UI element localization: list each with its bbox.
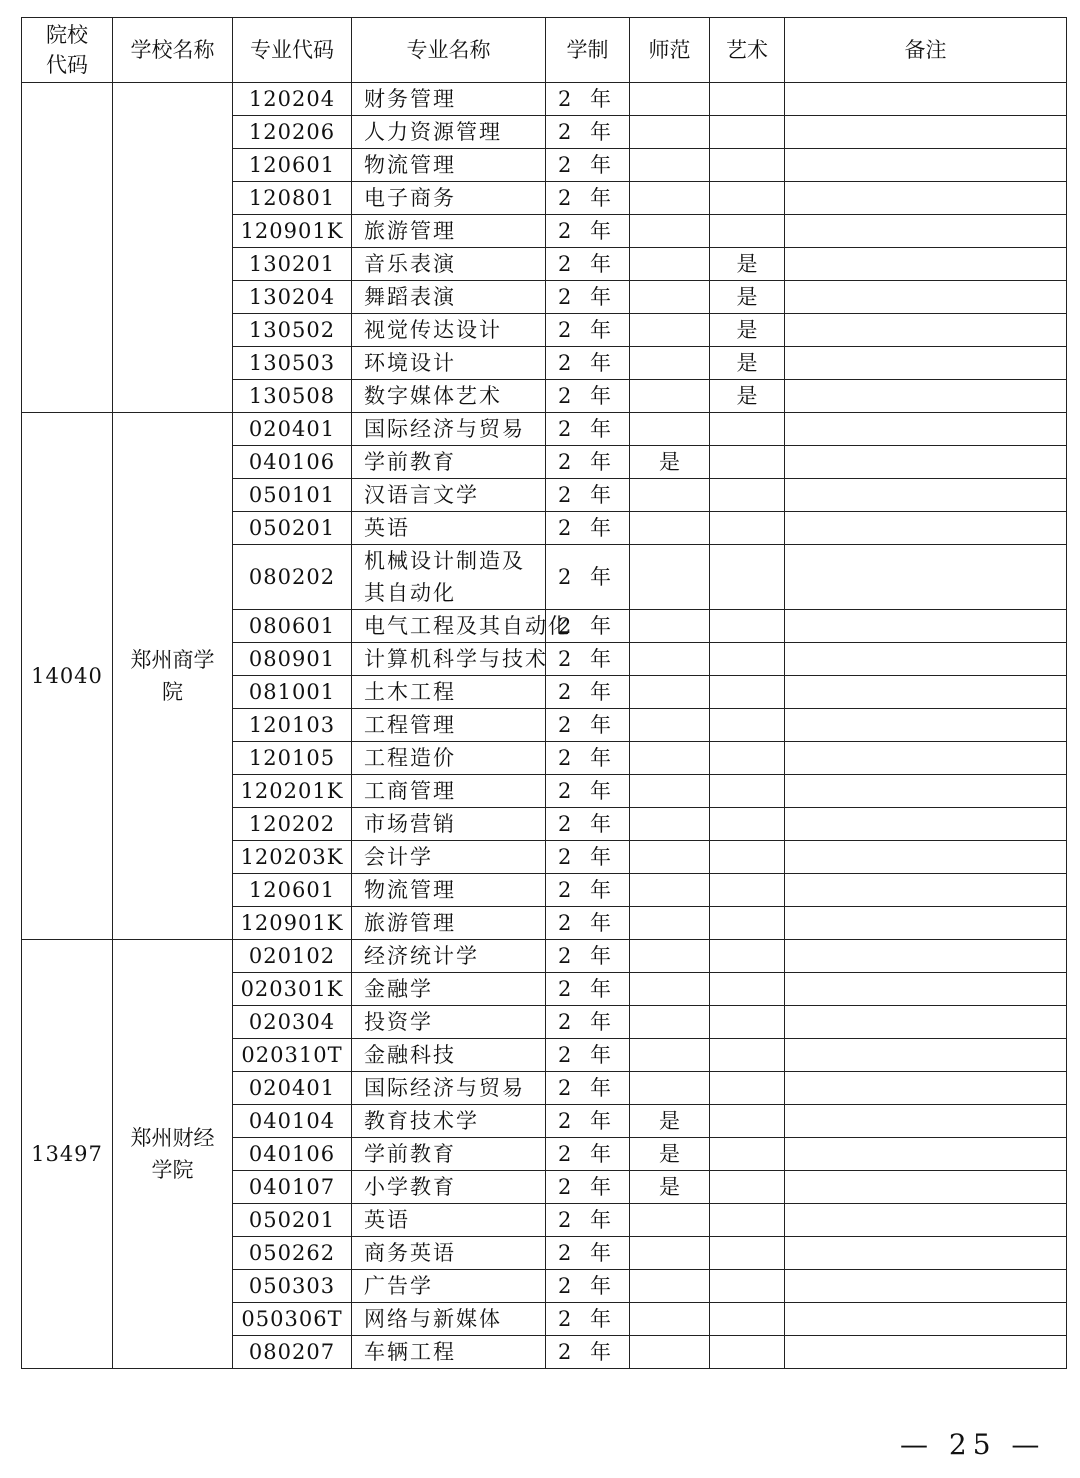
duration-cell: 2 年: [546, 676, 630, 709]
normal-flag-cell: [630, 709, 710, 742]
normal-flag-cell: 是: [630, 1138, 710, 1171]
art-flag-cell: [710, 1204, 785, 1237]
remark-cell: [785, 1138, 1067, 1171]
major-name-cell: 教育技术学: [352, 1105, 546, 1138]
major-code-cell: 020304: [233, 1006, 352, 1039]
remark-cell: [785, 83, 1067, 116]
major-name-cell: 人力资源管理: [352, 116, 546, 149]
duration-cell: 2 年: [546, 479, 630, 512]
major-code-cell: 120801: [233, 182, 352, 215]
remark-cell: [785, 1105, 1067, 1138]
art-flag-cell: [710, 874, 785, 907]
duration-cell: 2 年: [546, 215, 630, 248]
major-code-cell: 120601: [233, 874, 352, 907]
normal-flag-cell: [630, 116, 710, 149]
remark-cell: [785, 742, 1067, 775]
remark-cell: [785, 808, 1067, 841]
normal-flag-cell: [630, 610, 710, 643]
major-code-cell: 120204: [233, 83, 352, 116]
school-code-cell: [22, 83, 113, 413]
remark-cell: [785, 1336, 1067, 1369]
art-flag-cell: [710, 709, 785, 742]
header-duration: 学制: [546, 18, 630, 83]
duration-cell: 2 年: [546, 1138, 630, 1171]
art-flag-cell: 是: [710, 347, 785, 380]
normal-flag-cell: [630, 512, 710, 545]
duration-cell: 2 年: [546, 1270, 630, 1303]
normal-flag-cell: [630, 149, 710, 182]
major-code-cell: 130508: [233, 380, 352, 413]
remark-cell: [785, 281, 1067, 314]
art-flag-cell: [710, 973, 785, 1006]
duration-cell: 2 年: [546, 808, 630, 841]
remark-cell: [785, 940, 1067, 973]
duration-cell: 2 年: [546, 742, 630, 775]
header-school-name: 学校名称: [113, 18, 233, 83]
normal-flag-cell: [630, 775, 710, 808]
duration-cell: 2 年: [546, 1006, 630, 1039]
major-code-cell: 020401: [233, 413, 352, 446]
normal-flag-cell: [630, 545, 710, 610]
major-name-cell: 学前教育: [352, 446, 546, 479]
major-code-cell: 040104: [233, 1105, 352, 1138]
duration-cell: 2 年: [546, 1039, 630, 1072]
major-code-cell: 050201: [233, 512, 352, 545]
art-flag-cell: [710, 116, 785, 149]
art-flag-cell: [710, 1171, 785, 1204]
major-name-cell: 英语: [352, 512, 546, 545]
normal-flag-cell: [630, 808, 710, 841]
remark-cell: [785, 1072, 1067, 1105]
major-code-cell: 020301K: [233, 973, 352, 1006]
major-name-cell: 金融科技: [352, 1039, 546, 1072]
art-flag-cell: [710, 479, 785, 512]
duration-cell: 2 年: [546, 874, 630, 907]
duration-cell: 2 年: [546, 281, 630, 314]
major-name-cell: 物流管理: [352, 149, 546, 182]
normal-flag-cell: [630, 347, 710, 380]
art-flag-cell: 是: [710, 314, 785, 347]
art-flag-cell: [710, 808, 785, 841]
art-flag-cell: [710, 1072, 785, 1105]
header-major-name: 专业名称: [352, 18, 546, 83]
remark-cell: [785, 413, 1067, 446]
normal-flag-cell: [630, 973, 710, 1006]
major-code-cell: 130201: [233, 248, 352, 281]
major-code-cell: 050303: [233, 1270, 352, 1303]
table-row: [22, 940, 1067, 973]
duration-cell: 2 年: [546, 1105, 630, 1138]
remark-cell: [785, 709, 1067, 742]
major-code-cell: 080601: [233, 610, 352, 643]
duration-cell: 2 年: [546, 512, 630, 545]
major-code-cell: 080202: [233, 545, 352, 610]
remark-cell: [785, 215, 1067, 248]
remark-cell: [785, 512, 1067, 545]
school-code-cell: 14040: [22, 413, 113, 940]
major-code-cell: 040106: [233, 446, 352, 479]
art-flag-cell: [710, 446, 785, 479]
remark-cell: [785, 1171, 1067, 1204]
normal-flag-cell: [630, 1039, 710, 1072]
art-flag-cell: [710, 1303, 785, 1336]
major-code-cell: 130503: [233, 347, 352, 380]
remark-cell: [785, 380, 1067, 413]
remark-cell: [785, 182, 1067, 215]
remark-cell: [785, 479, 1067, 512]
header-remark: 备注: [785, 18, 1067, 83]
table-body: [22, 83, 1067, 1369]
normal-flag-cell: [630, 940, 710, 973]
major-name-cell: 广告学: [352, 1270, 546, 1303]
major-code-cell: 120901K: [233, 907, 352, 940]
normal-flag-cell: [630, 1237, 710, 1270]
art-flag-cell: [710, 676, 785, 709]
normal-flag-cell: [630, 182, 710, 215]
remark-cell: [785, 1039, 1067, 1072]
remark-cell: [785, 545, 1067, 610]
remark-cell: [785, 841, 1067, 874]
art-flag-cell: [710, 907, 785, 940]
major-code-cell: 040107: [233, 1171, 352, 1204]
remark-cell: [785, 1270, 1067, 1303]
duration-cell: 2 年: [546, 841, 630, 874]
normal-flag-cell: [630, 874, 710, 907]
major-code-cell: 120206: [233, 116, 352, 149]
major-name-cell: 小学教育: [352, 1171, 546, 1204]
major-code-cell: 120202: [233, 808, 352, 841]
art-flag-cell: [710, 1039, 785, 1072]
majors-table: [21, 17, 1067, 1369]
header-major-code: 专业代码: [233, 18, 352, 83]
major-name-cell: 旅游管理: [352, 215, 546, 248]
major-code-cell: 020401: [233, 1072, 352, 1105]
art-flag-cell: [710, 182, 785, 215]
art-flag-cell: [710, 149, 785, 182]
header-row: [22, 18, 1067, 83]
major-code-cell: 120103: [233, 709, 352, 742]
remark-cell: [785, 643, 1067, 676]
school-name-cell: 郑州商学院: [113, 413, 233, 940]
major-code-cell: 050201: [233, 1204, 352, 1237]
art-flag-cell: [710, 1336, 785, 1369]
major-name-cell: 音乐表演: [352, 248, 546, 281]
normal-flag-cell: 是: [630, 1105, 710, 1138]
major-name-cell: 汉语言文学: [352, 479, 546, 512]
duration-cell: 2 年: [546, 413, 630, 446]
art-flag-cell: [710, 940, 785, 973]
major-code-cell: 020310T: [233, 1039, 352, 1072]
remark-cell: [785, 874, 1067, 907]
duration-cell: 2 年: [546, 1303, 630, 1336]
major-name-cell: 网络与新媒体: [352, 1303, 546, 1336]
art-flag-cell: [710, 1006, 785, 1039]
major-name-cell: 电气工程及其自动化: [352, 610, 546, 643]
normal-flag-cell: [630, 742, 710, 775]
major-code-cell: 130502: [233, 314, 352, 347]
major-name-cell: 车辆工程: [352, 1336, 546, 1369]
school-code-cell: 13497: [22, 940, 113, 1369]
major-name-cell: 舞蹈表演: [352, 281, 546, 314]
major-code-cell: 020102: [233, 940, 352, 973]
duration-cell: 2 年: [546, 380, 630, 413]
major-name-cell: 经济统计学: [352, 940, 546, 973]
duration-cell: 2 年: [546, 643, 630, 676]
duration-cell: 2 年: [546, 446, 630, 479]
normal-flag-cell: [630, 1006, 710, 1039]
remark-cell: [785, 446, 1067, 479]
remark-cell: [785, 347, 1067, 380]
major-name-cell: 工程造价: [352, 742, 546, 775]
normal-flag-cell: [630, 479, 710, 512]
duration-cell: 2 年: [546, 314, 630, 347]
major-name-cell: 金融学: [352, 973, 546, 1006]
art-flag-cell: [710, 610, 785, 643]
duration-cell: 2 年: [546, 1171, 630, 1204]
major-code-cell: 050101: [233, 479, 352, 512]
duration-cell: 2 年: [546, 610, 630, 643]
duration-cell: 2 年: [546, 1072, 630, 1105]
duration-cell: 2 年: [546, 83, 630, 116]
header-art: 艺术: [710, 18, 785, 83]
normal-flag-cell: [630, 1204, 710, 1237]
normal-flag-cell: [630, 907, 710, 940]
header-normal: 师范: [630, 18, 710, 83]
duration-cell: 2 年: [546, 545, 630, 610]
remark-cell: [785, 149, 1067, 182]
major-name-cell: 财务管理: [352, 83, 546, 116]
remark-cell: [785, 907, 1067, 940]
art-flag-cell: [710, 643, 785, 676]
normal-flag-cell: [630, 380, 710, 413]
major-name-cell: 计算机科学与技术: [352, 643, 546, 676]
normal-flag-cell: [630, 1336, 710, 1369]
normal-flag-cell: [630, 1072, 710, 1105]
normal-flag-cell: [630, 1270, 710, 1303]
major-name-cell: 英语: [352, 1204, 546, 1237]
major-code-cell: 050306T: [233, 1303, 352, 1336]
major-name-cell: 学前教育: [352, 1138, 546, 1171]
major-code-cell: 081001: [233, 676, 352, 709]
normal-flag-cell: [630, 215, 710, 248]
major-code-cell: 120901K: [233, 215, 352, 248]
art-flag-cell: [710, 1270, 785, 1303]
duration-cell: 2 年: [546, 973, 630, 1006]
normal-flag-cell: [630, 248, 710, 281]
art-flag-cell: 是: [710, 281, 785, 314]
table-row: [22, 413, 1067, 446]
remark-cell: [785, 314, 1067, 347]
art-flag-cell: [710, 545, 785, 610]
art-flag-cell: 是: [710, 380, 785, 413]
major-code-cell: 050262: [233, 1237, 352, 1270]
duration-cell: 2 年: [546, 347, 630, 380]
art-flag-cell: [710, 1237, 785, 1270]
duration-cell: 2 年: [546, 709, 630, 742]
major-name-cell: 土木工程: [352, 676, 546, 709]
major-name-cell: 旅游管理: [352, 907, 546, 940]
major-name-cell: 国际经济与贸易: [352, 1072, 546, 1105]
art-flag-cell: [710, 512, 785, 545]
major-code-cell: 120105: [233, 742, 352, 775]
normal-flag-cell: 是: [630, 446, 710, 479]
duration-cell: 2 年: [546, 907, 630, 940]
normal-flag-cell: [630, 1303, 710, 1336]
major-name-cell: 数字媒体艺术: [352, 380, 546, 413]
major-name-cell: 工程管理: [352, 709, 546, 742]
duration-cell: 2 年: [546, 1336, 630, 1369]
remark-cell: [785, 1204, 1067, 1237]
normal-flag-cell: [630, 281, 710, 314]
art-flag-cell: [710, 742, 785, 775]
duration-cell: 2 年: [546, 1204, 630, 1237]
major-code-cell: 080901: [233, 643, 352, 676]
remark-cell: [785, 775, 1067, 808]
major-code-cell: 130204: [233, 281, 352, 314]
major-name-cell: 商务英语: [352, 1237, 546, 1270]
remark-cell: [785, 1237, 1067, 1270]
remark-cell: [785, 116, 1067, 149]
normal-flag-cell: [630, 841, 710, 874]
major-name-cell: 环境设计: [352, 347, 546, 380]
major-name-cell: 电子商务: [352, 182, 546, 215]
duration-cell: 2 年: [546, 149, 630, 182]
major-code-cell: 040106: [233, 1138, 352, 1171]
page-number: — 25 —: [900, 1428, 1046, 1461]
major-name-cell: 投资学: [352, 1006, 546, 1039]
remark-cell: [785, 1303, 1067, 1336]
normal-flag-cell: [630, 676, 710, 709]
major-name-cell: 会计学: [352, 841, 546, 874]
major-code-cell: 120201K: [233, 775, 352, 808]
duration-cell: 2 年: [546, 1237, 630, 1270]
header-school-code: 院校代码: [22, 18, 113, 83]
duration-cell: 2 年: [546, 248, 630, 281]
duration-cell: 2 年: [546, 775, 630, 808]
remark-cell: [785, 973, 1067, 1006]
duration-cell: 2 年: [546, 940, 630, 973]
art-flag-cell: 是: [710, 248, 785, 281]
remark-cell: [785, 610, 1067, 643]
remark-cell: [785, 1006, 1067, 1039]
duration-cell: 2 年: [546, 182, 630, 215]
art-flag-cell: [710, 215, 785, 248]
art-flag-cell: [710, 413, 785, 446]
school-name-cell: 郑州财经学院: [113, 940, 233, 1369]
normal-flag-cell: [630, 314, 710, 347]
major-name-cell: 市场营销: [352, 808, 546, 841]
major-code-cell: 120203K: [233, 841, 352, 874]
duration-cell: 2 年: [546, 116, 630, 149]
major-code-cell: 120601: [233, 149, 352, 182]
art-flag-cell: [710, 83, 785, 116]
major-name-cell: 工商管理: [352, 775, 546, 808]
art-flag-cell: [710, 1105, 785, 1138]
art-flag-cell: [710, 1138, 785, 1171]
art-flag-cell: [710, 775, 785, 808]
major-name-cell: 机械设计制造及其自动化: [352, 545, 546, 610]
major-code-cell: 080207: [233, 1336, 352, 1369]
normal-flag-cell: [630, 83, 710, 116]
normal-flag-cell: [630, 413, 710, 446]
art-flag-cell: [710, 841, 785, 874]
table-row: [22, 83, 1067, 116]
normal-flag-cell: 是: [630, 1171, 710, 1204]
remark-cell: [785, 248, 1067, 281]
major-name-cell: 国际经济与贸易: [352, 413, 546, 446]
major-name-cell: 物流管理: [352, 874, 546, 907]
remark-cell: [785, 676, 1067, 709]
school-name-cell: [113, 83, 233, 413]
normal-flag-cell: [630, 643, 710, 676]
major-name-cell: 视觉传达设计: [352, 314, 546, 347]
